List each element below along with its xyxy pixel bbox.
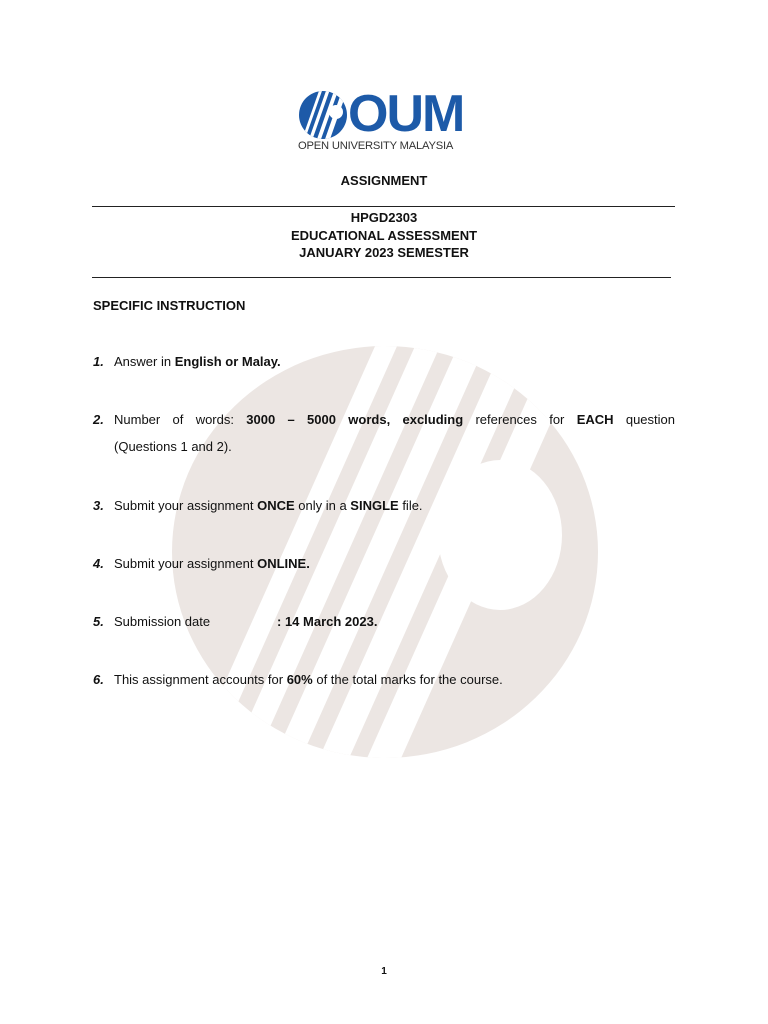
item-number: 2.: [93, 412, 104, 427]
course-code: HPGD2303: [350, 210, 418, 225]
oum-logo: [298, 85, 473, 158]
course-name: EDUCATIONAL ASSESSMENT: [290, 228, 478, 243]
item-number: 3.: [93, 498, 104, 513]
bottom-divider: [92, 277, 671, 278]
page-number: 1: [381, 966, 387, 977]
item-number: 5.: [93, 614, 104, 629]
instructions-heading: SPECIFIC INSTRUCTION: [93, 298, 246, 313]
item-number: 6.: [93, 672, 104, 687]
instruction-item: 2. Number of words: 3000 – 5000 words, excluding references for EACH question (Questions 1 and 2).: [93, 406, 675, 460]
instruction-item: 4. Submit your assignment ONLINE.: [93, 550, 675, 577]
top-divider: [92, 206, 675, 207]
item-number: 1.: [93, 354, 104, 369]
submission-date-label: Submission date: [114, 614, 211, 629]
document-type-label: ASSIGNMENT: [340, 173, 428, 188]
semester-label: JANUARY 2023 SEMESTER: [299, 245, 469, 260]
logo-wordmark: OUM: [348, 85, 464, 143]
oum-logo-mark-icon: [298, 90, 348, 140]
instruction-item: 6. This assignment accounts for 60% of the total marks for the course.: [93, 666, 675, 693]
logo-subtitle: OPEN UNIVERSITY MALAYSIA: [298, 140, 454, 152]
instruction-item: 3. Submit your assignment ONCE only in a SINGLE file.: [93, 492, 675, 519]
submission-date-value: : 14 March 2023.: [277, 614, 378, 629]
instruction-item: 1. Answer in English or Malay.: [93, 348, 675, 375]
instruction-item: [93, 608, 675, 635]
item-number: 4.: [93, 556, 104, 571]
